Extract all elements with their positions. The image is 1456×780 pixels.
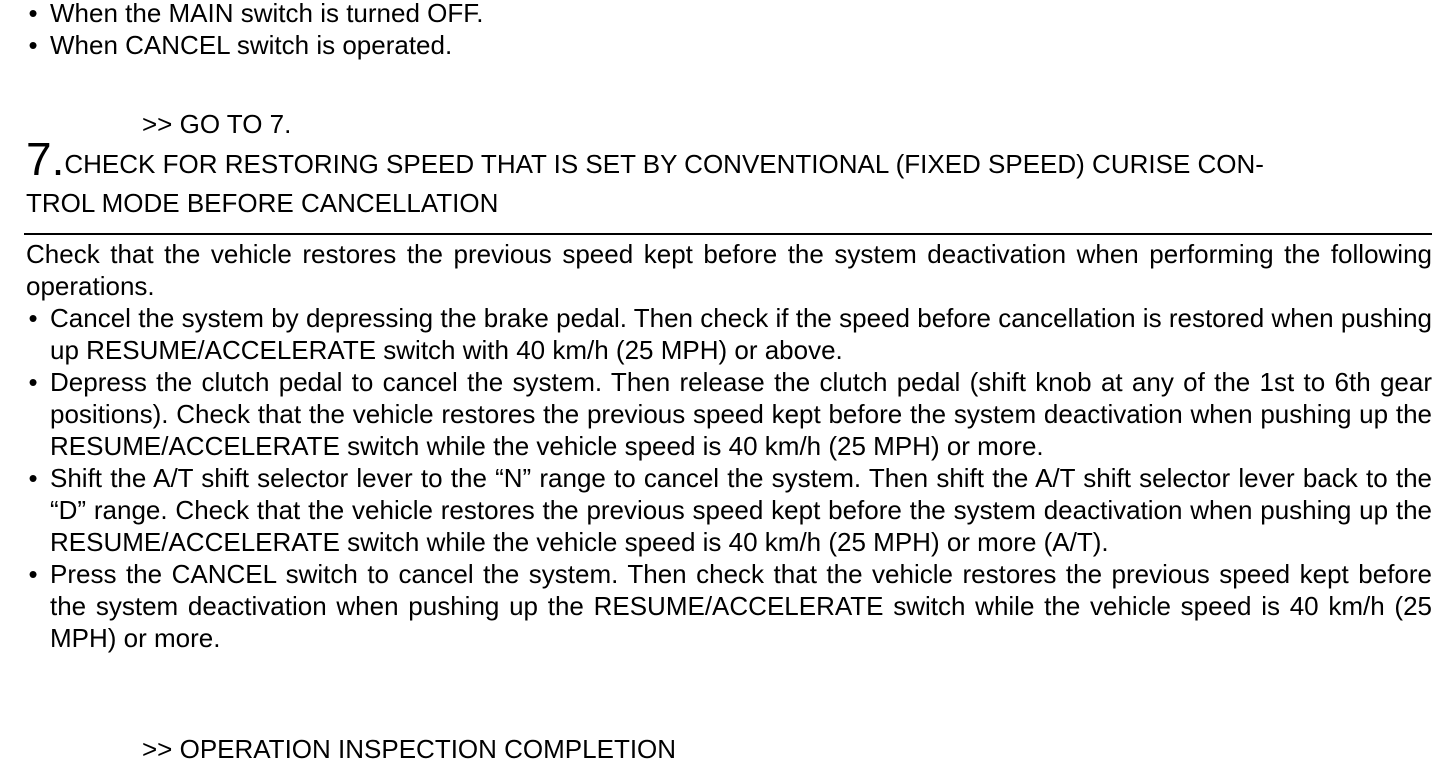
step-intro: Check that the vehicle restores the previous speed kept before the system deactivation when performing the following operations.	[26, 239, 1432, 301]
step-number: 7.	[26, 133, 65, 185]
list-item	[26, 558, 1432, 654]
bullet-icon: •	[28, 303, 38, 333]
bullet-icon: •	[28, 463, 38, 493]
operation-check-list	[26, 302, 1432, 654]
list-item	[26, 366, 1432, 462]
bullet-icon: •	[28, 559, 38, 589]
operation-inspection-completion: >> OPERATION INSPECTION COMPLETION	[142, 734, 677, 764]
step-heading-line-1: CHECK FOR RESTORING SPEED THAT IS SET BY CONVENTIONAL (FIXED SPEED) CURISE CON-	[64, 149, 1264, 179]
list-item	[26, 302, 1432, 366]
list-item-text: Press the CANCEL switch to cancel the system. Then check that the vehicle restores the previous speed kept before the system deactivation when pushing up the RESUME/ACCELERATE switch while the vehicle speed is 40 km/h (25 MPH) or more.	[50, 559, 1432, 653]
list-item-text: Shift the A/T shift selector lever to the “N” range to cancel the system. Then shift the A/T shift selector lever back to the “D” range. Check that the vehicle restores the previous speed kept before the system deactivation when pushing up the RESUME/ACCELERATE switch while the vehicle speed is 40 km/h (25 MPH) or more (A/T).	[50, 463, 1432, 557]
bullet-icon: •	[28, 0, 38, 28]
go-to-step-7: >> GO TO 7.	[142, 109, 292, 139]
list-item	[26, 29, 1432, 61]
list-item-text: When CANCEL switch is operated.	[50, 30, 453, 60]
list-item-text: Cancel the system by depressing the brake pedal. Then check if the speed before cancellation is restored when pushing up RESUME/ACCELERATE switch with 40 km/h (25 MPH) or above.	[50, 303, 1432, 365]
step-heading	[26, 133, 1432, 223]
bullet-icon: •	[28, 367, 38, 397]
cancel-conditions-list	[26, 0, 1432, 61]
list-item	[26, 0, 1432, 29]
heading-divider	[24, 233, 1432, 235]
bullet-icon: •	[28, 30, 38, 60]
step-heading-line-2: TROL MODE BEFORE CANCELLATION	[26, 188, 499, 218]
list-item-text: When the MAIN switch is turned OFF.	[50, 0, 484, 28]
list-item-text: Depress the clutch pedal to cancel the system. Then release the clutch pedal (shift knob at any of the 1st to 6th gear positions). Check that the vehicle restores the previous speed kept before the system deactivation when pushing up the RESUME/ACCELERATE switch while the vehicle speed is 40 km/h (25 MPH) or more.	[50, 367, 1432, 461]
list-item	[26, 462, 1432, 558]
